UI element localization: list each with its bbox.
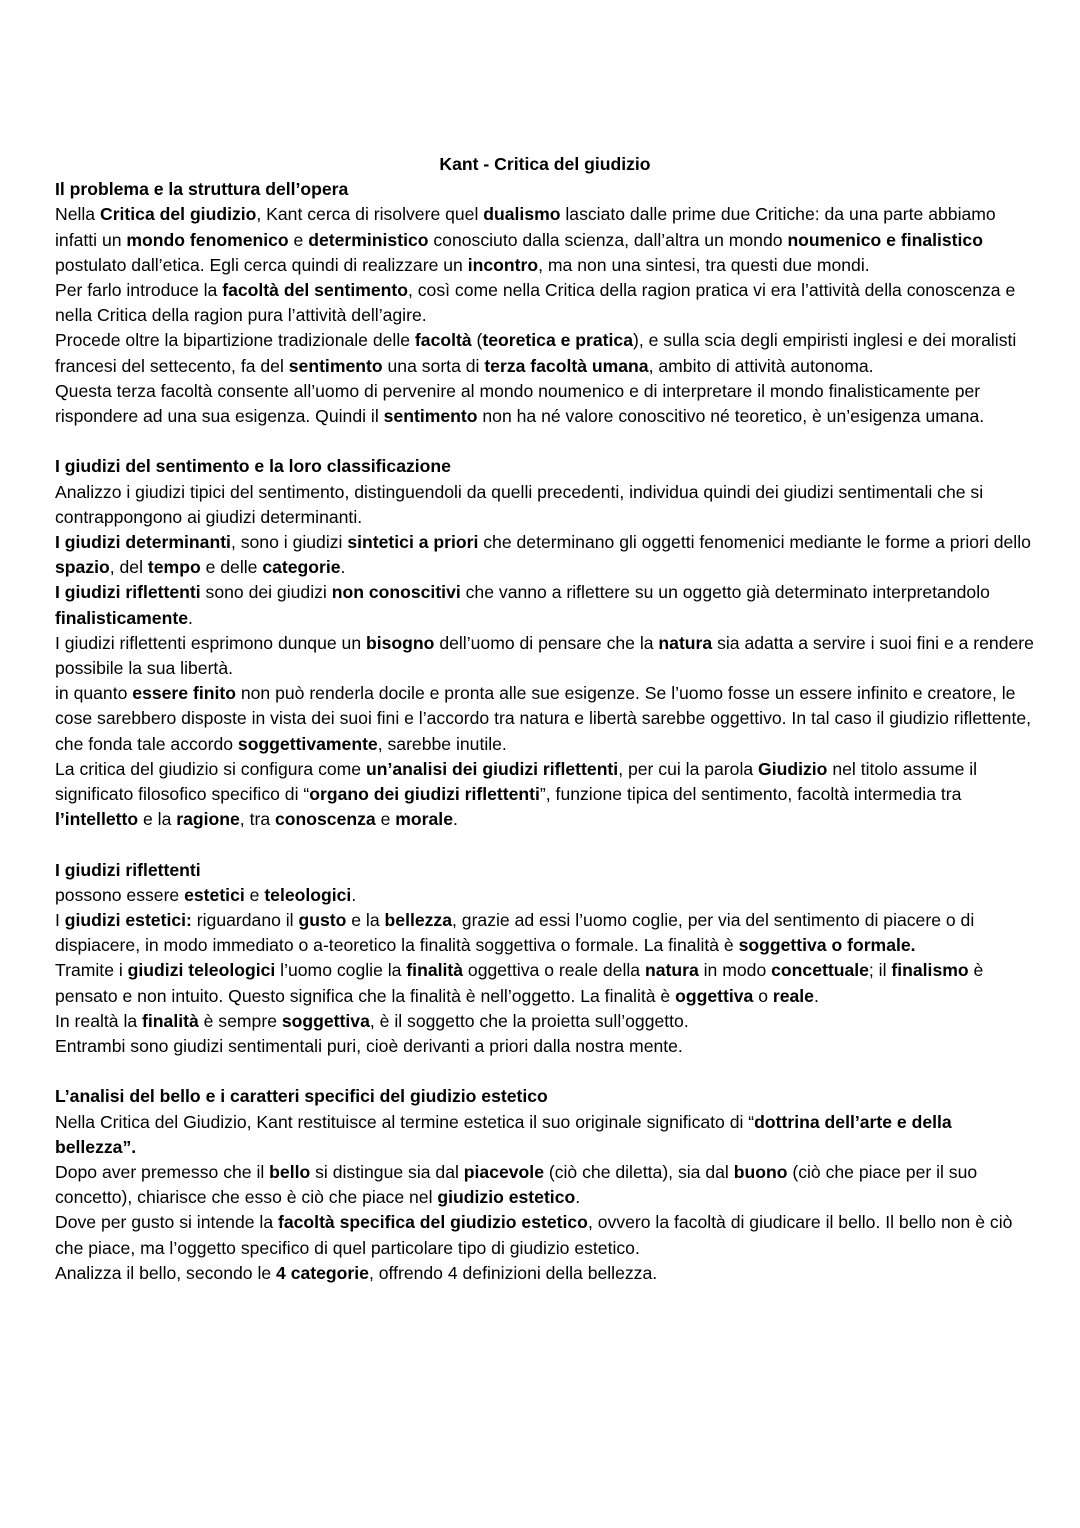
text-run: e <box>244 884 265 905</box>
bold-text: finalismo <box>891 960 969 981</box>
bold-text: Critica del giudizio <box>99 204 257 225</box>
text-run: lasciato dalle prime due Critiche: da una parte abbiamo infatti un <box>55 204 996 250</box>
text-run: che determinano gli oggetti fenomenici mediante le forme a priori dello <box>478 532 1031 553</box>
text-run: Procede oltre la bipartizione tradizionale delle <box>55 330 415 351</box>
bold-text: morale <box>395 809 453 830</box>
bold-text: incontro <box>467 254 539 275</box>
bold-text: soggettivamente <box>237 733 378 754</box>
text-run: ), e sulla scia degli empiristi inglesi e dei moralisti francesi del settecento, fa del <box>55 330 1017 376</box>
bold-text: giudizi estetici: <box>64 910 192 931</box>
paragraph <box>55 580 1035 630</box>
section-spacer <box>55 832 1035 857</box>
bold-text: ragione <box>176 809 240 830</box>
bold-text: noumenico e finalistico <box>787 229 983 250</box>
text-run: I giudizi riflettenti esprimono dunque un <box>55 632 367 653</box>
bold-text: finalisticamente <box>55 607 188 628</box>
bold-text: conoscenza <box>275 809 376 830</box>
document-body <box>55 152 1035 1286</box>
text-run: Nella <box>55 204 100 225</box>
text-run: . <box>575 1187 581 1208</box>
document-title: Kant - Critica del giudizio <box>439 154 651 174</box>
paragraph <box>55 1009 1035 1034</box>
paragraph <box>55 530 1035 580</box>
text-run: . <box>452 809 458 830</box>
text-run: è sempre <box>198 1010 282 1031</box>
bold-text: categorie <box>262 557 341 578</box>
paragraph <box>55 379 1035 429</box>
text-run: oggettiva o reale della <box>463 960 645 981</box>
bold-text: soggettiva <box>281 1010 370 1031</box>
bold-text: un’analisi dei giudizi riflettenti <box>365 758 619 779</box>
section-spacer <box>55 429 1035 454</box>
paragraph <box>55 202 1035 278</box>
text-run: . <box>813 985 819 1006</box>
paragraph <box>55 681 1035 757</box>
bold-text: non conoscitivi <box>331 582 461 603</box>
text-run: una sorta di <box>382 355 485 376</box>
bold-text: buono <box>733 1162 788 1183</box>
bold-text: deterministico <box>308 229 429 250</box>
bold-text: mondo fenomenico <box>126 229 289 250</box>
paragraph <box>55 328 1035 378</box>
text-run: nel titolo assume il significato filosofico specifico di “ <box>55 758 978 805</box>
text-run: , del <box>109 557 148 578</box>
text-run: , tra <box>239 809 275 830</box>
document-sections <box>55 177 1035 1286</box>
text-run: , sarebbe inutile. <box>377 733 507 754</box>
text-run: Dove per gusto si intende la <box>55 1212 278 1233</box>
paragraph <box>55 1110 1035 1160</box>
paragraph <box>55 958 1035 1008</box>
text-run: I <box>55 910 65 931</box>
text-run: , offrendo 4 definizioni della bellezza. <box>368 1262 658 1283</box>
text-run: , Kant cerca di risolvere quel <box>256 204 484 225</box>
text-run: o <box>753 985 773 1006</box>
text-run: , è il soggetto che la proietta sull’oggetto. <box>369 1010 689 1031</box>
paragraph <box>55 631 1035 681</box>
text-run: Analizza il bello, secondo le <box>55 1262 277 1283</box>
paragraph <box>55 757 1035 833</box>
paragraph <box>55 908 1035 958</box>
bold-text: reale <box>772 985 814 1006</box>
bold-text: terza facoltà umana <box>484 355 649 376</box>
section-heading: I giudizi riflettenti <box>55 859 201 880</box>
bold-text: natura <box>644 960 699 981</box>
text-run: e la <box>346 910 385 931</box>
bold-text: gusto <box>298 910 347 931</box>
bold-text: finalità <box>142 1010 199 1031</box>
text-run: Tramite i <box>55 960 128 981</box>
text-run: ”, funzione tipica del sentimento, facoltà intermedia tra <box>539 784 962 805</box>
bold-text: tempo <box>147 557 201 578</box>
paragraph <box>55 480 1035 530</box>
text-run: possono essere <box>55 884 185 905</box>
bold-text: I giudizi riflettenti <box>55 582 201 603</box>
text-run: Entrambi sono giudizi sentimentali puri, cioè derivanti a priori dalla nostra mente. <box>55 1036 683 1057</box>
bold-text: giudizi teleologici <box>127 960 276 981</box>
bold-text: oggettiva <box>675 985 754 1006</box>
text-run: , per cui la parola <box>618 758 759 779</box>
text-run: non ha né valore conoscitivo né teoretico, è un’esigenza umana. <box>477 406 985 427</box>
paragraph <box>55 1210 1035 1260</box>
text-run: , ovvero la facoltà di giudicare il bello. Il bello non è ciò che piace, ma l’oggetto specifico di quel particolare tipo di giudizio estetico. <box>55 1212 1013 1258</box>
paragraph <box>55 278 1035 328</box>
bold-text: piacevole <box>463 1162 544 1183</box>
bold-text: bello <box>269 1162 311 1183</box>
bold-text: I giudizi determinanti <box>55 532 231 553</box>
text-run: Questa terza facoltà consente all’uomo di pervenire al mondo noumenico e di interpretare il mondo finalisticamente per rispondere ad una sua esigenza. Quindi il <box>55 380 981 427</box>
paragraph <box>55 883 1035 908</box>
text-run: riguardano il <box>191 910 299 931</box>
text-run: dell’uomo di pensare che la <box>434 632 659 653</box>
text-run: in quanto <box>55 683 133 704</box>
text-run: , sono i giudizi <box>230 532 348 553</box>
text-run: e <box>288 229 309 250</box>
text-run: Nella Critica del Giudizio, Kant restituisce al termine estetica il suo originale significato di “ <box>55 1111 755 1132</box>
bold-text: l’intelletto <box>55 809 139 830</box>
bold-text: sintetici a priori <box>347 532 479 553</box>
bold-text: giudizio estetico <box>437 1187 576 1208</box>
text-run: e la <box>138 809 177 830</box>
text-run: , ambito di attività autonoma. <box>648 355 874 376</box>
bold-text: finalità <box>406 960 464 981</box>
text-run: , ma non una sintesi, tra questi due mondi. <box>538 254 870 275</box>
text-run: che vanno a riflettere su un oggetto già determinato interpretandolo <box>460 582 990 603</box>
bold-text: dottrina dell’arte e della bellezza”. <box>55 1111 952 1157</box>
bold-text: organo dei giudizi riflettenti <box>309 784 540 805</box>
text-run: La critica del giudizio si configura come <box>55 758 366 779</box>
bold-text: essere finito <box>132 683 236 704</box>
bold-text: teleologici <box>264 884 352 905</box>
text-run: sono dei giudizi <box>200 582 332 603</box>
paragraph <box>55 1034 1035 1059</box>
bold-text: natura <box>658 632 713 653</box>
text-run: conosciuto dalla scienza, dall’altra un mondo <box>428 229 788 250</box>
text-run: e <box>375 809 396 830</box>
bold-text: sentimento <box>288 355 383 376</box>
bold-text: sentimento <box>383 406 478 427</box>
text-run: , così come nella Critica della ragion pratica vi era l’attività della conoscenza e nella Critica della ragion pura l’attività dell’agire. <box>55 280 1016 326</box>
text-run: In realtà la <box>55 1010 143 1031</box>
section-heading: L’analisi del bello e i caratteri specifici del giudizio estetico <box>55 1086 548 1107</box>
text-run: Analizzo i giudizi tipici del sentimento, distinguendoli da quelli precedenti, individua quindi dei giudizi sentimentali che si contrappongono ai giudizi determinanti. <box>55 481 984 527</box>
bold-text: dualismo <box>483 204 561 225</box>
paragraph <box>55 1160 1035 1210</box>
bold-text: bellezza <box>384 910 453 931</box>
bold-text: soggettiva o formale. <box>738 935 916 956</box>
bold-text: facoltà <box>414 330 472 351</box>
paragraph <box>55 1261 1035 1286</box>
bold-text: bisogno <box>366 632 435 653</box>
section-heading: I giudizi del sentimento e la loro classificazione <box>55 456 451 477</box>
bold-text: facoltà del sentimento <box>222 280 408 301</box>
bold-text: spazio <box>55 557 110 578</box>
text-run: . <box>351 884 357 905</box>
bold-text: concettuale <box>771 960 869 981</box>
text-run: sia adatta a servire i suoi fini e a rendere possibile la sua libertà. <box>55 632 1034 679</box>
text-run: è pensato e non intuito. Questo significa che la finalità è nell’oggetto. La finalità è <box>55 960 984 1006</box>
text-run: non può renderla docile e pronta alle sue esigenze. Se l’uomo fosse un essere infinito e creatore, le cose sarebbero disposte in vista dei suoi fini e l’accordo tra natura e libertà sarebbe oggettivo. In tal caso il giudizio riflettente, che fonda tale accordo <box>55 683 1032 754</box>
bold-text: facoltà specifica del giudizio estetico <box>278 1212 588 1233</box>
text-run: postulato dall’etica. Egli cerca quindi di realizzare un <box>55 254 468 275</box>
bold-text: Giudizio <box>758 758 828 779</box>
text-run: l’uomo coglie la <box>275 960 407 981</box>
text-run: ( <box>471 330 483 351</box>
text-run: . <box>340 557 346 578</box>
text-run: ; il <box>868 960 892 981</box>
text-run: in modo <box>698 960 772 981</box>
text-run: Per farlo introduce la <box>55 280 223 301</box>
text-run: , grazie ad essi l’uomo coglie, per via del sentimento di piacere o di dispiacere, in modo immediato o a-teoretico la finalità soggettiva o formale. La finalità è <box>55 910 975 956</box>
bold-text: teoretica e pratica <box>482 330 633 351</box>
section-spacer <box>55 1059 1035 1084</box>
text-run: (ciò che diletta), sia dal <box>543 1162 734 1183</box>
bold-text: estetici <box>184 884 245 905</box>
text-run: (ciò che piace per il suo concetto), chiarisce che esso è ciò che piace nel <box>55 1162 978 1208</box>
bold-text: 4 categorie <box>276 1262 369 1283</box>
text-run: . <box>187 607 193 628</box>
text-run: e delle <box>200 557 263 578</box>
text-run: si distingue sia dal <box>310 1162 464 1183</box>
section-heading: Il problema e la struttura dell’opera <box>55 179 349 200</box>
text-run: Dopo aver premesso che il <box>55 1162 270 1183</box>
